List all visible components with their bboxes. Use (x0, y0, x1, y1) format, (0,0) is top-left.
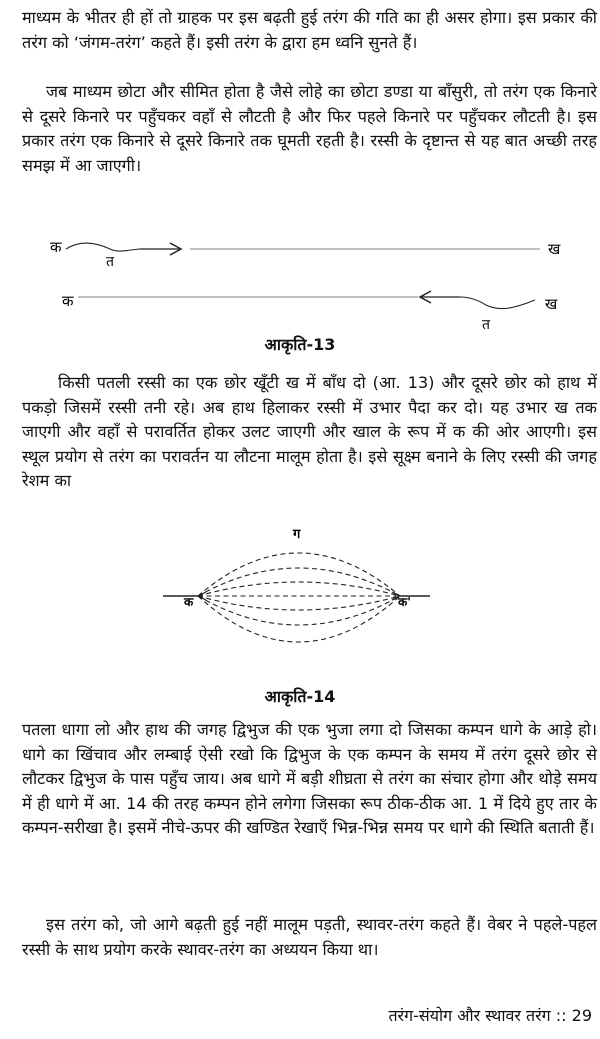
figure-13-label-ka-bottom: क (62, 292, 74, 310)
figure-14-caption: आकृति-14 (264, 687, 336, 706)
paragraph-3: किसी पतली रस्सी का एक छोर खूँटी ख में बाँध दो (आ. 13) और दूसरे छोर को हाथ में पकड़ो जिसमें रस्सी तनी रहे। अब हाथ हिलाकर रस्सी में उभार पैदा कर दो। यह उभार ख तक जाएगी और वहाँ से परावर्तित होकर उलट जाएगी और खाल के रूप में क की ओर आएगी। इस स्थूल प्रयोग से तरंग का परावर्तन या लौटना मालूम होता है। इसे सूक्ष्म बनाने के लिए रस्सी की जगह रेशम का (22, 373, 597, 491)
figure-13-label-kha-top: ख (548, 240, 561, 258)
figure-13-diagram (0, 228, 600, 338)
figure-14-diagram (0, 520, 600, 660)
figure-13-wave-top (66, 243, 140, 251)
page-footer: तरंग-संयोग और स्थावर तरंग :: 29 (388, 1006, 592, 1025)
figure-14-label-ka: क (184, 595, 194, 609)
figure-14-label-ga: ग (293, 527, 301, 542)
figure-13-label-ta-bottom: त (482, 317, 490, 333)
figure-14-curve-3 (198, 582, 400, 596)
figure-13-label-ka-top: क (50, 238, 62, 256)
figure-13-label-ta-top: त (106, 254, 114, 270)
figure-14-curve-1 (198, 553, 400, 596)
figure-14-loop-lines (198, 553, 400, 642)
paragraph-4: पतला धागा लो और हाथ की जगह द्विभुज की एक भुजा लगा दो जिसका कम्पन धागे के आड़े हो। धागे का खिंचाव और लम्बाई ऐसी रखो कि द्विभुज के एक कम्पन के समय में तरंग दूसरे छोर से लौटकर द्विभुज के पास पहुँच जाय। अब धागे में बड़ी शीघ्रता से तरंग का संचार होगा और थोड़े समय में ही धागे में आ. 14 की तरह कम्पन होने लगेगा जिसका रूप ठीक-ठीक आ. 1 में दिये हुए तार के कम्पन-सरीखा है। इसमें नीचे-ऊपर की खण्डित रेखाएँ भिन्न-भिन्न समय पर धागे की स्थिति बताती हैं। (22, 720, 597, 838)
figure-14-curve-5 (198, 596, 400, 610)
paragraph-2: जब माध्यम छोटा और सीमित होता है जैसे लोहे का छोटा डण्डा या बाँसुरी, तो तरंग एक किनारे से दूसरे किनारे पर पहुँचकर वहाँ से लौटती है और फिर पहले किनारे पर पहुँचकर लौटती है। इस प्रकार तरंग एक किनारे से दूसरे किनारे तक घूमती रहती है। रस्सी के दृष्टान्त से यह बात अच्छी तरह समझ में आ जाएगी। (22, 82, 597, 175)
paragraph-5: इस तरंग को, जो आगे बढ़ती हुई नहीं मालूम पड़ती, स्थावर-तरंग कहते हैं। वेबर ने पहले-पहल रस्सी के साथ प्रयोग करके स्थावर-तरंग का अध्ययन किया था। (22, 915, 597, 959)
paragraph-1: माध्यम के भीतर ही हों तो ग्राहक पर इस बढ़ती हुई तरंग की गति का ही असर होगा। इस प्रकार की तरंग को ‘जंगम-तरंग’ कहते हैं। इसी तरंग के द्वारा हम ध्वनि सुनते हैं। (22, 8, 597, 52)
figure-13-caption: आकृति-13 (264, 335, 336, 354)
figure-13-wave-bottom (460, 297, 535, 309)
figure-14-label-ka-prime: क' (398, 595, 411, 609)
figure-13-label-kha-bottom: ख (545, 295, 558, 313)
